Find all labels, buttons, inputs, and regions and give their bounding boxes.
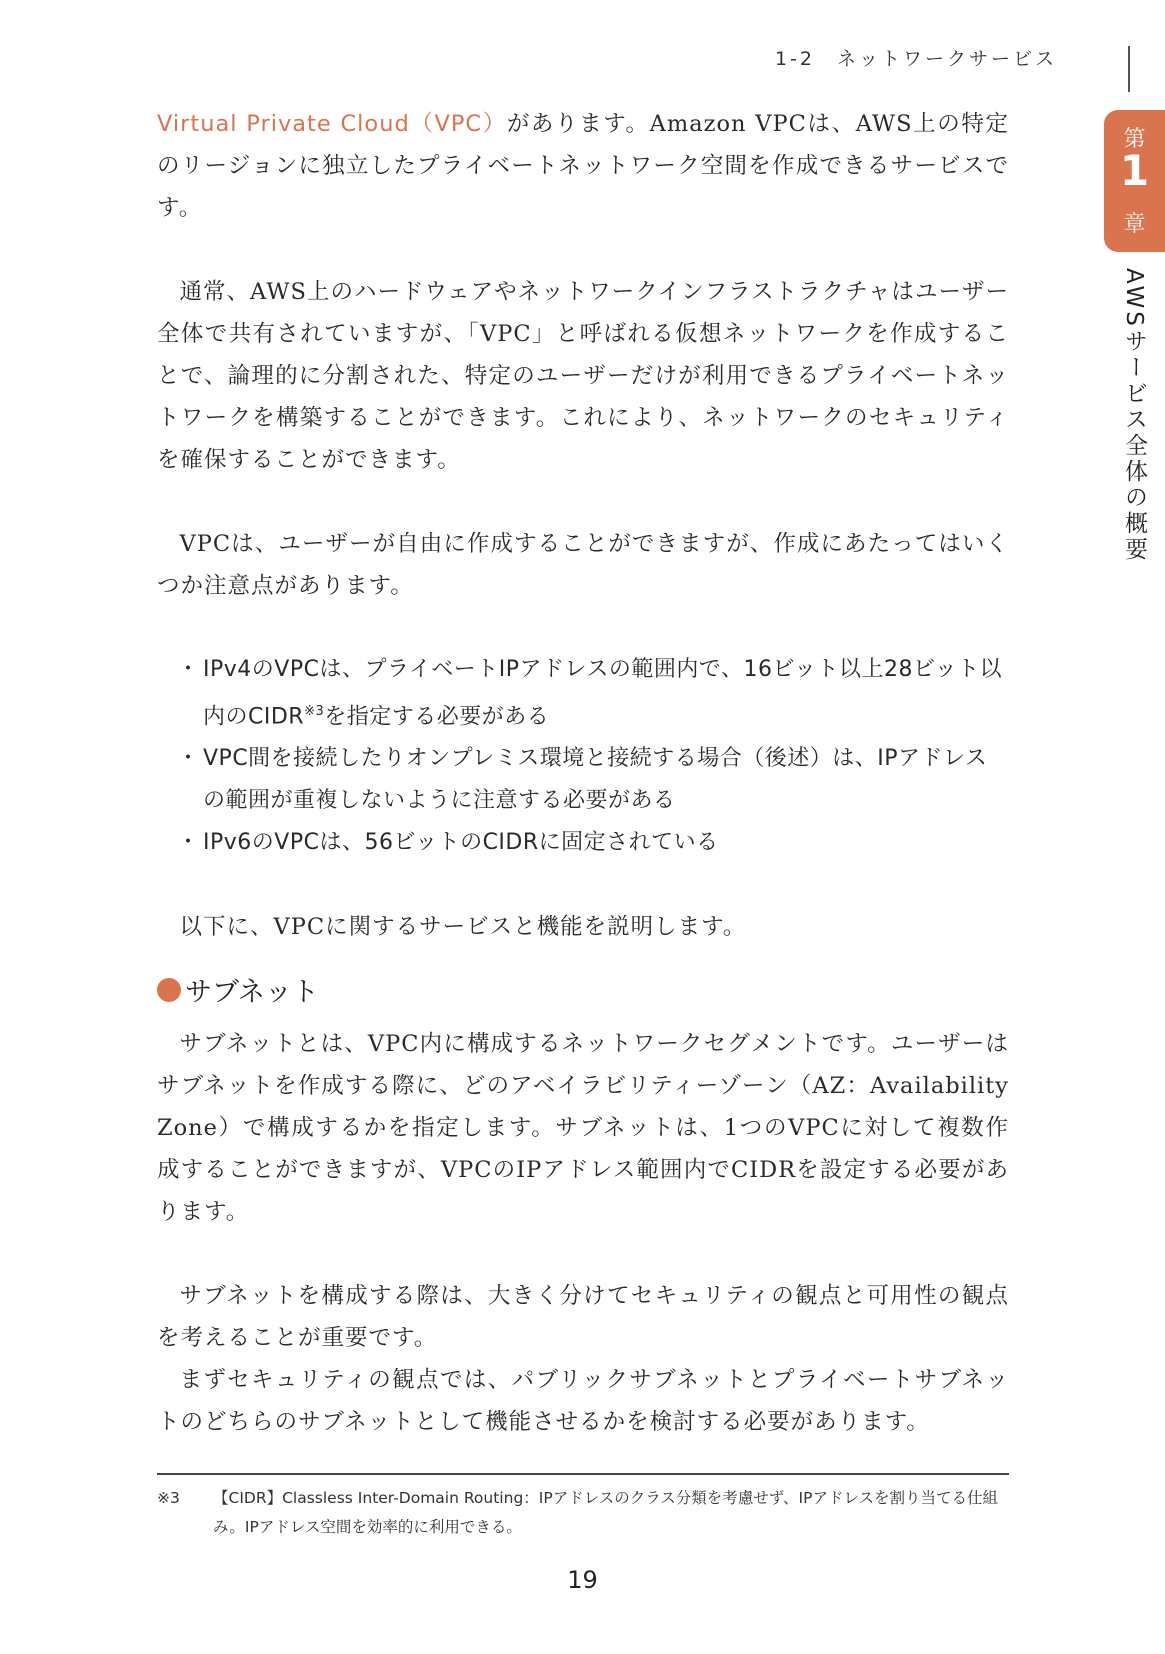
bullet-marker: ・ bbox=[177, 746, 200, 772]
list-item: ・ IPv6のVPCは、56ビットのCIDRに固定されている bbox=[157, 822, 1009, 864]
section-title-text: サブネット bbox=[185, 977, 319, 1009]
chapter-tab-suffix: 章 bbox=[1123, 212, 1146, 237]
paragraph-shared-infra: 通常、AWS上のハードウェアやネットワークインフラストラクチャはユーザー全体で共有されていますが、「VPC」と呼ばれる仮想ネットワークを作成することで、論理的に分割された、特定のユーザーだけが利用できるプライベートネットワークを構築することができます。これにより、ネットワークのセキュリティを確保することができます。 bbox=[157, 279, 1009, 473]
paragraph-subnet-def: サブネットとは、VPC内に構成するネットワークセグメントです。ユーザーはサブネットを作成する際に、どのアベイラビリティーゾーン（AZ：Availability Zone）で構成するかを指定します。サブネットは、1つのVPCに対して複数作成することができますが、VPCのIPアドレス範囲内でCIDRを設定する必要があります。 bbox=[157, 1031, 1009, 1226]
list-item: ・ IPv4のVPCは、プライベートIPアドレスの範囲内で、16ビット以上28ビット以内のCIDR$^{※3}$を指定する必要がある bbox=[157, 649, 1009, 738]
main-content bbox=[157, 103, 1009, 1443]
footnote-ref: ※3 bbox=[304, 704, 325, 719]
header-rule bbox=[1128, 46, 1130, 92]
running-header: 1-2 ネットワークサービス bbox=[774, 48, 1057, 70]
list-item: ・ VPC間を接続したりオンプレミス環境と接続する場合（後述）は、IPアドレスの範囲が重複しないように注意する必要がある bbox=[157, 738, 1009, 822]
section-heading-subnet bbox=[157, 970, 1009, 1009]
paragraph-vpc-intro bbox=[157, 103, 1009, 229]
paragraph-following: 以下に、VPCに関するサービスと機能を説明します。 bbox=[179, 914, 747, 941]
footnote-mark: ※3 bbox=[157, 1489, 180, 1507]
chapter-tab bbox=[1104, 110, 1165, 252]
footnote-text: 【CIDR】Classless Inter-Domain Routing：IPアドレスのクラス分類を考慮せず、IPアドレスを割り当てる仕組み。IPアドレス空間を効率的に利用できる。 bbox=[213, 1489, 998, 1536]
paragraph-subnet-viewpoints: サブネットを構成する際は、大きく分けてセキュリティの観点と可用性の観点を考えることが重要です。 bbox=[157, 1283, 1009, 1352]
section-bullet-icon bbox=[157, 978, 181, 1002]
page-number: 19 bbox=[567, 1566, 598, 1594]
bullet-marker: ・ bbox=[177, 830, 200, 856]
paragraph-vpc-intro-text: があります。Amazon VPCは、AWS上の特定のリージョンに独立したプライベートネットワーク空間を作成できるサービスです。 bbox=[157, 111, 1009, 221]
side-chapter-title: AWSサービス全体の概要 bbox=[1121, 268, 1147, 563]
paragraph-security-view: まずセキュリティの観点では、パブリックサブネットとプライベートサブネットのどちらのサブネットとして機能させるかを検討する必要があります。 bbox=[157, 1367, 1009, 1436]
footnote bbox=[157, 1484, 1009, 1542]
bullet-marker: ・ bbox=[177, 657, 200, 682]
chapter-tab-number: 1 bbox=[1119, 146, 1150, 195]
vpc-term: Virtual Private Cloud（VPC） bbox=[157, 111, 507, 137]
paragraph-vpc-notes: VPCは、ユーザーが自由に作成することができますが、作成にあたってはいくつか注意点があります。 bbox=[157, 531, 1009, 599]
chapter-tab-prefix: 第 bbox=[1123, 127, 1146, 152]
footnote-rule bbox=[157, 1473, 1009, 1475]
notes-list bbox=[157, 649, 1009, 864]
